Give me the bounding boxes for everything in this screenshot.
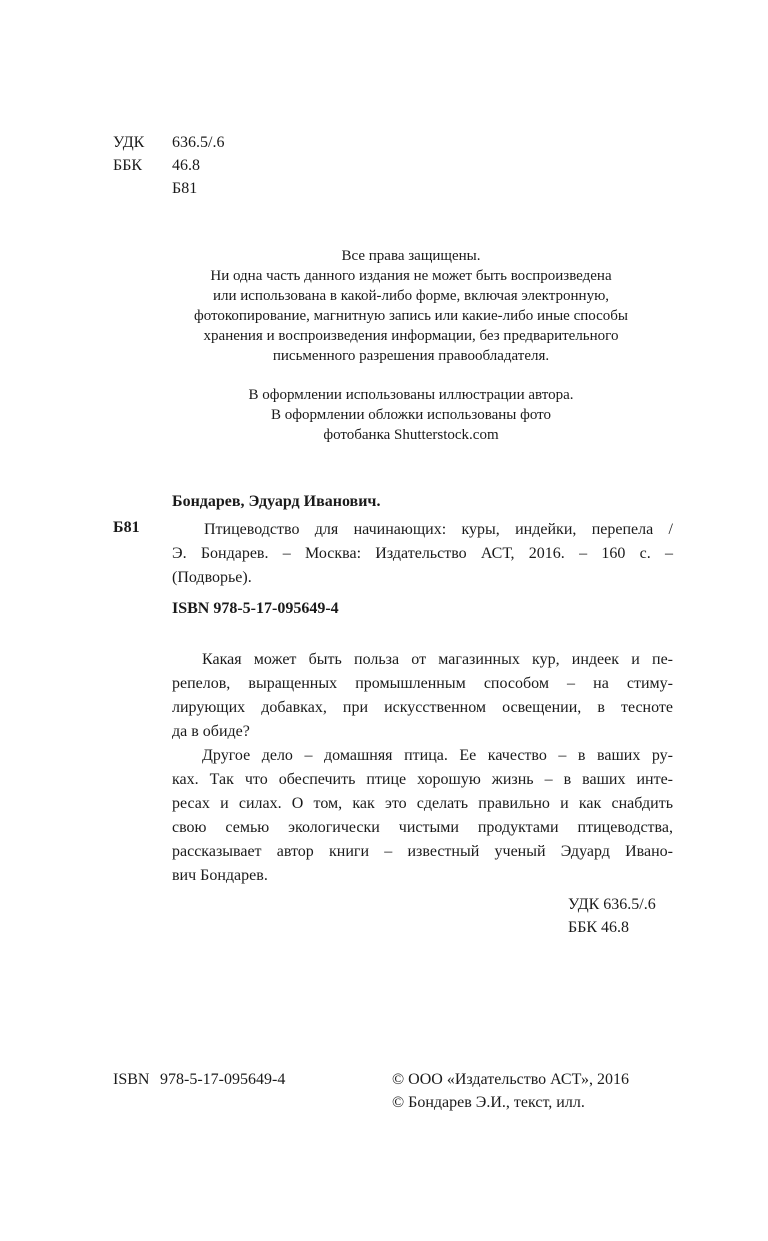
rights-line: фотокопирование, магнитную запись или какие-либо иные способы bbox=[193, 308, 629, 324]
annotation-line: ках. Так что обеспечить птице хорошую жизнь – в ваших инте- bbox=[172, 771, 673, 788]
design-note-line: В оформлении обложки использованы фото bbox=[271, 407, 551, 423]
design-note-line: фотобанка Shutterstock.com bbox=[323, 427, 499, 443]
design-notes bbox=[27, 385, 768, 445]
annotation-line: рассказывает автор книги – известный ученый Эдуард Ивано- bbox=[172, 843, 673, 860]
annotation-line: Какая может быть польза от магазинных кур, индеек и пе- bbox=[202, 651, 673, 668]
annotation bbox=[172, 648, 673, 888]
annotation-line: Другое дело – домашняя птица. Ее качество – в ваших ру- bbox=[202, 747, 673, 764]
annotation-line: ресах и силах. О том, как это сделать правильно и как снабдить bbox=[172, 795, 673, 812]
bib-author: Бондарев, Эдуард Иванович. bbox=[172, 493, 381, 510]
rights-line: Ни одна часть данного издания не может быть воспроизведена bbox=[210, 268, 612, 284]
bib-line: Э. Бондарев. – Москва: Издательство АСТ, 2016. – 160 с. – bbox=[172, 545, 673, 562]
bib-mark: Б81 bbox=[113, 519, 140, 536]
annotation-line: да в обиде? bbox=[172, 723, 250, 740]
rights-line: хранения и воспроизведения информации, без предварительного bbox=[203, 328, 619, 344]
bib-line: Птицеводство для начинающих: куры, индейки, перепела / bbox=[204, 521, 673, 538]
bib-description bbox=[172, 518, 673, 590]
rights-line: или использована в какой-либо форме, включая электронную, bbox=[212, 288, 610, 304]
design-note-line: В оформлении использованы иллюстрации автора. bbox=[248, 387, 574, 403]
annotation-line: вич Бондарев. bbox=[172, 867, 268, 884]
author-mark: Б81 bbox=[172, 180, 198, 197]
footer-isbn-value: 978-5-17-095649-4 bbox=[160, 1071, 286, 1088]
bbk-code-right: ББК 46.8 bbox=[568, 919, 630, 936]
bbk-label: ББК bbox=[113, 157, 143, 174]
bib-line: (Подворье). bbox=[172, 569, 252, 586]
bbk-value: 46.8 bbox=[172, 157, 200, 174]
copyright-author: © Бондарев Э.И., текст, илл. bbox=[392, 1094, 585, 1111]
footer-isbn-label: ISBN bbox=[113, 1071, 150, 1088]
udk-code-right: УДК 636.5/.6 bbox=[568, 896, 656, 913]
annotation-line: свою семью экологически чистыми продуктами птицеводства, bbox=[172, 819, 673, 836]
bib-isbn: ISBN 978-5-17-095649-4 bbox=[172, 600, 339, 617]
annotation-line: лирующих добавках, при искусственном освещении, в тесноте bbox=[172, 699, 673, 716]
rights-line: письменного разрешения правообладателя. bbox=[272, 348, 550, 364]
udk-value: 636.5/.6 bbox=[172, 134, 225, 151]
annotation-line: репелов, выращенных промышленным способом – на стиму- bbox=[172, 675, 673, 692]
rights-line: Все права защищены. bbox=[341, 248, 481, 264]
copyright-publisher: © ООО «Издательство АСТ», 2016 bbox=[392, 1071, 629, 1088]
rights-notice bbox=[27, 246, 768, 366]
udk-label: УДК bbox=[113, 134, 145, 151]
